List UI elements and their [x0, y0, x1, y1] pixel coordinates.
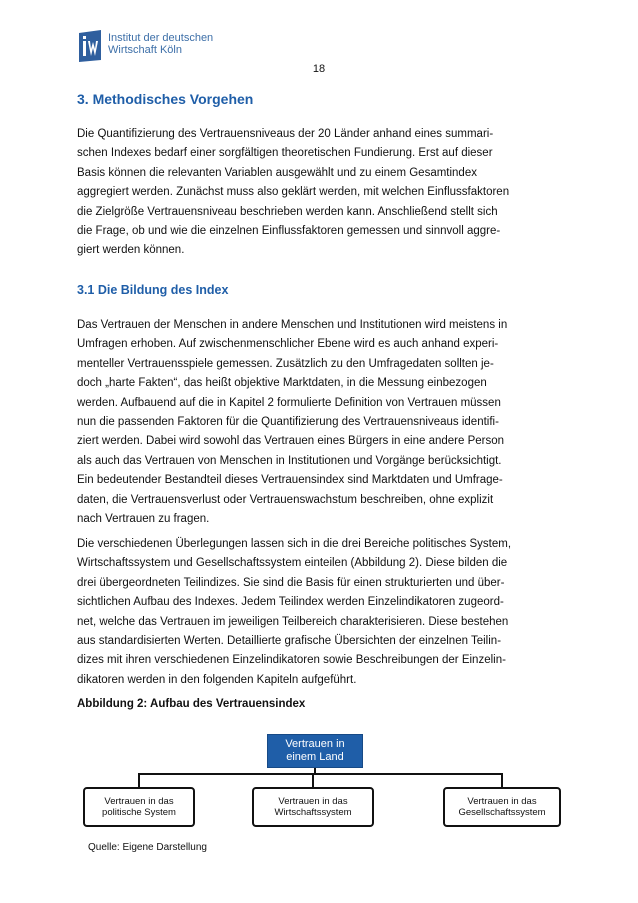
- subsection-heading: 3.1 Die Bildung des Index: [77, 283, 229, 297]
- node-line: politische System: [102, 807, 176, 818]
- root-node: [267, 734, 363, 768]
- text-line: drei übergeordneten Teilindizes. Sie sind die Basis für einen strukturierten und über-: [77, 576, 505, 589]
- text-line: net, welche das Vertrauen im jeweiligen Teilbereich charakterisieren. Diese bestehen: [77, 615, 509, 628]
- logo-line-2: Wirtschaft Köln: [108, 44, 182, 56]
- node-line: Vertrauen in das: [104, 796, 174, 807]
- text-line: aggregiert werden. Zunächst muss also geklärt werden, mit welchen Einflussfaktoren: [77, 186, 510, 199]
- text-line: menteller Vertrauensspiele gemessen. Zusätzlich zu den Umfragedaten sollten je-: [77, 357, 494, 370]
- logo-line-1: Institut der deutschen: [108, 32, 214, 44]
- section-paragraph: [77, 125, 577, 261]
- text-line: Die verschiedenen Überlegungen lassen sich in die drei Bereiche politisches System,: [77, 538, 512, 550]
- text-line: die Zielgröße Vertrauensniveau beschrieben werden kann. Anschließend stellt sich: [77, 205, 498, 218]
- text-line: als auch das Vertrauen von Menschen in Institutionen und Vorgänge berücksichtigt.: [77, 454, 502, 467]
- text-line: nun die passenden Faktoren für die Quantifizierung des Vertrauensniveaus identifi-: [77, 416, 499, 429]
- figure-title: Abbildung 2: Aufbau des Vertrauensindex: [77, 698, 306, 710]
- logo-text: [108, 32, 213, 56]
- subsection-paragraph-1: [77, 316, 577, 529]
- text-line: Ein bedeutender Bestandteil dieses Vertrauensindex sind Marktdaten und Umfrage-: [77, 474, 503, 487]
- text-line: schen Indexes bedarf einer sorgfältigen theoretischen Fundierung. Erst auf dieser: [77, 147, 493, 160]
- node-line: Vertrauen in das: [278, 796, 348, 807]
- text-line: aus standardisierten Werten. Detaillierte grafische Übersichten der einzelnen Teilin-: [77, 635, 502, 648]
- section-heading: 3. Methodisches Vorgehen: [77, 91, 254, 107]
- page-number: 18: [312, 63, 326, 75]
- subsection-paragraph-2: [77, 535, 577, 690]
- node-economic-system: [252, 787, 374, 827]
- text-line: Wirtschaftssystem und Gesellschaftssystem einteilen (Abbildung 2). Diese bilden die: [77, 557, 508, 570]
- text-line: dizes mit ihren verschiedenen Einzelindikatoren sowie Beschreibungen der Einzelin-: [77, 654, 506, 667]
- root-node-line: Vertrauen in: [285, 738, 345, 750]
- node-line: Gesellschaftssystem: [458, 807, 546, 818]
- node-political-system: [83, 787, 195, 827]
- node-line: Wirtschaftssystem: [274, 807, 352, 818]
- text-line: die Frage, ob und wie die einzelnen Einflussfaktoren gemessen und sinnvoll aggre-: [77, 225, 501, 238]
- text-line: doch „harte Fakten“, das heißt objektive Marktdaten, in die Messung einbezogen: [77, 377, 487, 390]
- text-line: Die Quantifizierung des Vertrauensniveaus der 20 Länder anhand eines summari-: [77, 128, 494, 140]
- text-line: Basis können die relevanten Variablen ausgewählt und zu einem Gesamtindex: [77, 166, 477, 179]
- text-line: nach Vertrauen zu fragen.: [77, 513, 210, 526]
- text-line: sichtlichen Aufbau des Indexes. Jedem Teilindex werden Einzelindikatoren zugeord-: [77, 596, 504, 609]
- figure-source: Quelle: Eigene Darstellung: [88, 842, 207, 853]
- index-structure-diagram: [77, 730, 567, 840]
- text-line: Das Vertrauen der Menschen in andere Menschen und Institutionen wird meistens in: [77, 319, 508, 331]
- iw-logo-icon: [77, 30, 103, 62]
- text-line: daten, die Vertrauensverlust oder Vertrauenswachstum beschreiben, ohne explizit: [77, 493, 494, 506]
- node-line: Vertrauen in das: [467, 796, 537, 807]
- text-line: dikatoren werden in den folgenden Kapiteln aufgeführt.: [77, 673, 357, 686]
- iw-logo: [77, 30, 237, 64]
- text-line: werden. Aufbauend auf die in Kapitel 2 formulierte Definition von Vertrauen müssen: [77, 396, 501, 409]
- node-social-system: [443, 787, 561, 827]
- text-line: Umfragen erhoben. Auf zwischenmenschlicher Ebene wird es auch anhand experi-: [77, 338, 499, 351]
- root-node-line: einem Land: [286, 751, 344, 763]
- text-line: giert werden können.: [77, 244, 185, 257]
- text-line: ziert werden. Dabei wird sowohl das Vertrauen eines Bürgers in eine andere Person: [77, 435, 505, 448]
